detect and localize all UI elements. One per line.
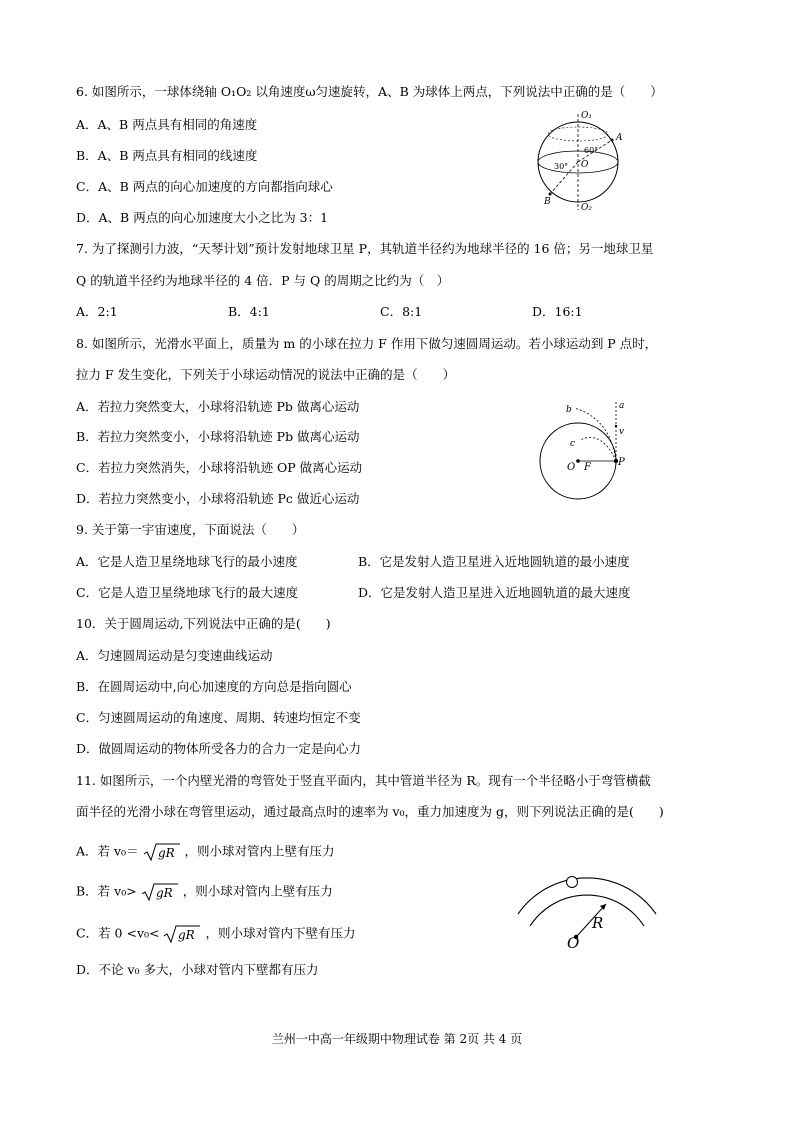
sqrt-gr-text: gR	[178, 928, 196, 942]
label-b-track: b	[566, 405, 572, 415]
q9-stem: 9. 关于第一宇宙速度，下面说法（ ）	[76, 522, 305, 537]
q9-option-d: D．它是发射人造卫星进入近地圆轨道的最大速度	[358, 585, 631, 600]
label-o1: O₁	[581, 111, 592, 121]
q6-option-c: C．A、B 两点的向心加速度的方向都指向球心	[76, 179, 333, 194]
label-v: v	[619, 427, 625, 437]
q11-option-d: D．不论 v₀ 多大，小球对管内下壁都有压力	[76, 962, 319, 977]
q10-stem: 10．关于圆周运动,下列说法中正确的是( )	[76, 616, 331, 631]
q7-stem-line1: 7. 为了探测引力波，“天琴计划”预计发射地球卫星 P，其轨道半径约为地球半径的 16 倍；另一地球卫星	[76, 241, 654, 256]
label-angle-30: 30°	[554, 162, 569, 171]
label-c-track: c	[570, 439, 576, 449]
q8-option-d: D．若拉力突然变小，小球将沿轨迹 Pc 做近心运动	[76, 491, 360, 506]
q9-option-c: C．它是人造卫星绕地球飞行的最大速度	[76, 585, 299, 600]
q11-option-c-post: ，则小球对管内下壁有压力	[205, 925, 356, 941]
sqrt-gr-icon	[141, 882, 179, 902]
label-o: O	[581, 160, 589, 170]
label-angle-60: 60°	[584, 146, 599, 155]
q8-option-a: A．若拉力突然变大，小球将沿轨迹 Pb 做离心运动	[76, 399, 360, 414]
label-o-center: O	[567, 462, 576, 473]
q6-option-d: D．A、B 两点的向心加速度大小之比为 3：1	[76, 210, 329, 225]
q7-option-d: D．16:1	[532, 304, 583, 319]
sqrt-gr-text: gR	[157, 846, 175, 860]
q8-stem-line2: 拉力 F 发生变化，下列关于小球运动情况的说法中正确的是（ ）	[76, 367, 456, 382]
q11-option-a-post: ，则小球对管内上壁有压力	[184, 843, 335, 859]
sqrt-gr-icon	[163, 924, 201, 944]
q11-stem-line2: 面半径的光滑小球在弯管里运动，通过最高点时的速率为 v₀，重力加速度为 g，则下列说法正确的是( )	[76, 804, 664, 819]
q10-option-a: A．匀速圆周运动是匀变速曲线运动	[76, 648, 273, 663]
q7-option-a: A．2:1	[76, 304, 118, 319]
label-a: A	[616, 133, 623, 143]
sphere-figure	[524, 104, 634, 216]
q11-option-c-pre: C．若 0 <v₀<	[76, 925, 160, 941]
bent-tube-figure	[512, 868, 662, 950]
q7-option-c: C．8:1	[380, 304, 423, 319]
q10-option-b: B．在圆周运动中,向心加速度的方向总是指向圆心	[76, 679, 352, 694]
q11-option-b-post: ，则小球对管内上壁有压力	[182, 883, 333, 899]
label-o-tube: O	[567, 934, 580, 950]
q9-option-a: A．它是人造卫星绕地球飞行的最小速度	[76, 554, 298, 569]
q11-option-b-pre: B．若 v₀>	[76, 883, 137, 899]
q9-option-b: B．它是发射人造卫星进入近地圆轨道的最小速度	[358, 554, 630, 569]
circular-motion-figure	[530, 396, 640, 506]
q6-option-a: A．A、B 两点具有相同的角速度	[76, 117, 258, 132]
q10-option-c: C．匀速圆周运动的角速度、周期、转速均恒定不变	[76, 710, 361, 725]
label-o2: O₂	[581, 203, 592, 213]
q11-option-a	[76, 842, 335, 862]
q8-stem-line1: 8. 如图所示，光滑水平面上，质量为 m 的小球在拉力 F 作用下做匀速圆周运动。若小球运动到 P 点时，	[76, 336, 658, 351]
label-f: F	[584, 462, 591, 473]
label-p: P	[618, 457, 625, 468]
q11-option-a-pre: A．若 v₀＝	[76, 843, 139, 859]
label-r: R	[592, 914, 604, 932]
q8-option-c: C．若拉力突然消失，小球将沿轨迹 OP 做离心运动	[76, 460, 363, 475]
q6-option-b: B．A、B 两点具有相同的线速度	[76, 148, 258, 163]
sqrt-gr-icon	[143, 842, 181, 862]
sqrt-gr-text: gR	[155, 886, 173, 900]
q7-option-b: B．4:1	[228, 304, 270, 319]
q8-option-b: B．若拉力突然变小，小球将沿轨迹 Pb 做离心运动	[76, 429, 360, 444]
label-a-track: a	[619, 401, 625, 411]
label-b: B	[544, 197, 551, 207]
q11-option-b	[76, 882, 333, 902]
q11-option-c	[76, 924, 355, 944]
q10-option-d: D．做圆周运动的物体所受各力的合力一定是向心力	[76, 741, 362, 756]
q6-stem: 6. 如图所示，一球体绕轴 O₁O₂ 以角速度ω匀速旋转，A、B 为球体上两点，下列说法中正确的是（ ）	[76, 84, 663, 99]
page-footer: 兰州一中高一年级期中物理试卷 第 2页 共 4 页	[271, 1032, 523, 1046]
q11-stem-line1: 11. 如图所示，一个内壁光滑的弯管处于竖直平面内，其中管道半径为 R。现有一个半径略小于弯管横截	[76, 773, 651, 788]
q7-stem-line2: Q 的轨道半径约为地球半径的 4 倍．P 与 Q 的周期之比约为（ ）	[76, 273, 450, 288]
